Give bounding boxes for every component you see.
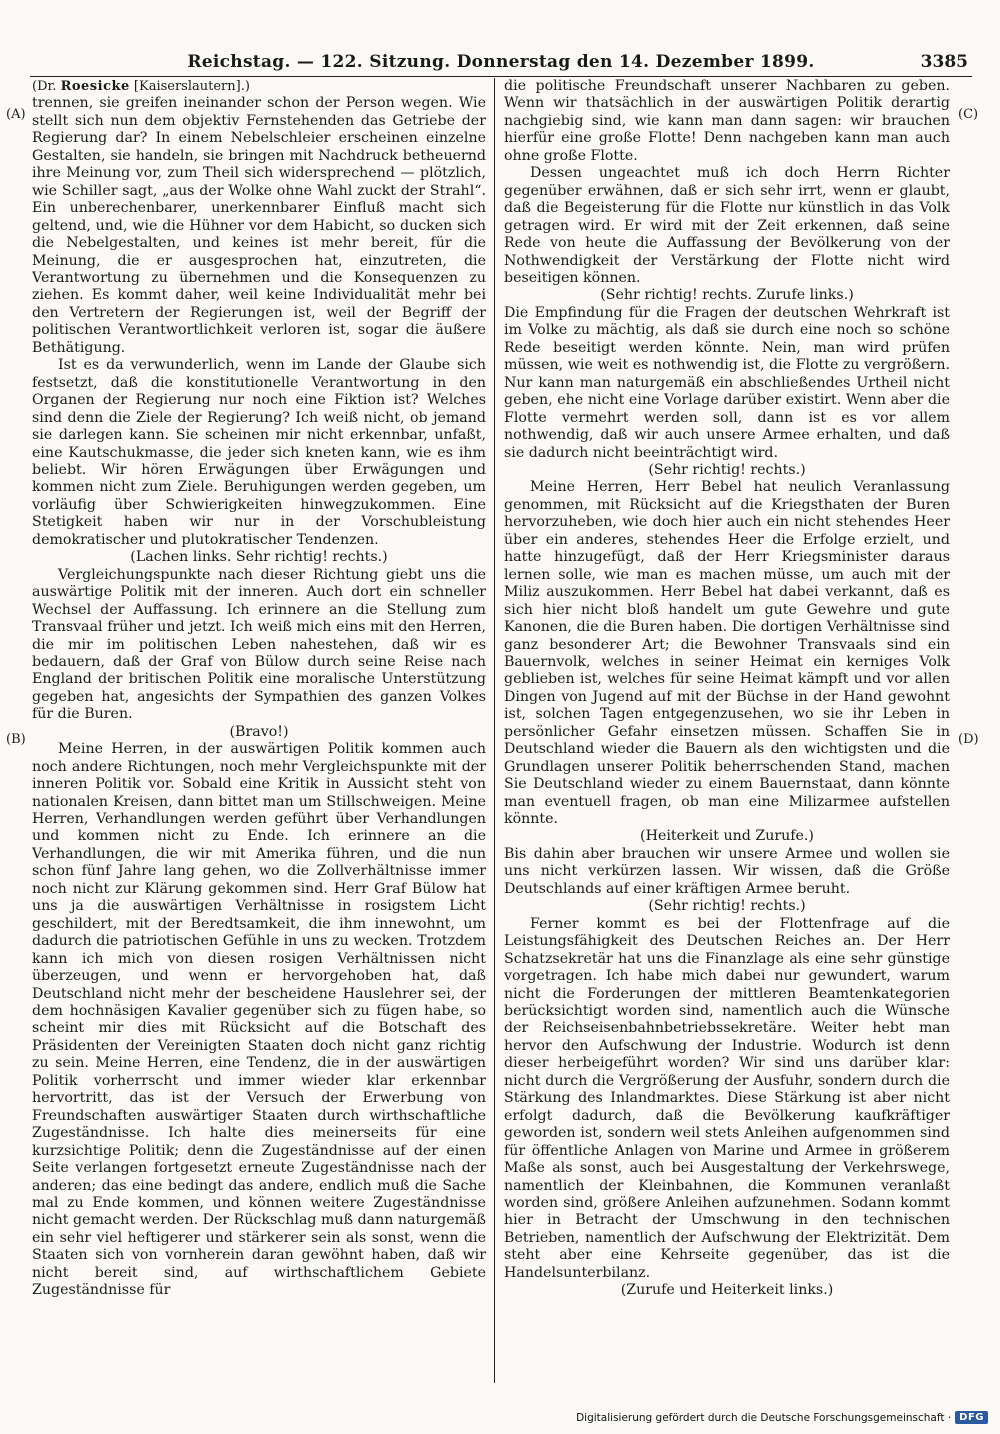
- column-divider: [494, 78, 495, 1383]
- interjection: (Zurufe und Heiterkeit links.): [620, 1282, 834, 1299]
- running-header: [30, 50, 972, 77]
- credit-text: Digitalisierung gefördert durch die Deutsche Forschungsgemeinschaft ·: [576, 1411, 952, 1424]
- paragraph: Bis dahin aber brauchen wir unsere Armee und wollen sie uns nicht verkürzen lassen. Wir wissen, daß die Größe Deutschlands auf einer kräftigen Armee beruht.: [504, 845, 950, 897]
- margin-marker-c: (C): [958, 107, 979, 122]
- interjection: (Heiterkeit und Zurufe.): [640, 828, 814, 845]
- header-title: Reichstag. — 122. Sitzung. Donnerstag den 14. Dezember 1899.: [187, 52, 815, 72]
- paragraph: Dessen ungeachtet muß ich doch Herrn Richter gegenüber erwähnen, daß er sich sehr irrt, wenn er glaubt, daß die Begeisterung für die Flotte nur künstlich in das Volk getragen wird. Er wird mit der Zeit erkennen, daß seine Rede von heute die Auffassung der Bevölkerung von der Nothwendigkeit der Verstärkung der Flotte nicht wird beseitigen können.: [504, 165, 950, 286]
- speaker-name: Roesicke: [60, 79, 130, 94]
- paragraph: Vergleichungspunkte nach dieser Richtung giebt uns die auswärtige Politik mit der inneren. Auch dort ein schneller Wechsel der Auffassung. Ich erinnere an die Stellung zum Transvaal früher und jetzt. Ich weiß mich eins mit den Herren, die mir im politischen Leben nahestehen, daß wir es bedauern, daß der Graf von Bülow durch seine Reise nach England der britischen Politik eine moralische Unterstützung gegeben hat, angesichts der Sympathien des ganzen Volkes für die Buren.: [32, 566, 486, 723]
- interjection: (Sehr richtig! rechts. Zurufe links.): [600, 287, 854, 304]
- speaker-suffix: [Kaiserslautern].): [133, 79, 250, 94]
- paragraph: Ferner kommt es bei der Flottenfrage auf die Leistungsfähigkeit des Deutschen Reiches an. Der Herr Schatzsekretär hat uns die Finanzlage als eine sehr günstige vorgetragen. Ich habe mich dabei nur gewundert, warum nicht die Forderungen der mittleren Beamtenkategorien berücksichtigt worden sind, namentlich auch die Wünsche der Reichseisenbahnbetriebssekretäre. Weiter hebt man hervor den Aufschwung der Industrie. Wodurch ist denn dieser herbeigeführt worden? Wir sind uns darüber klar: nicht durch die Vergrößerung der Ausfuhr, sondern durch die Stärkung des Inlandmarktes. Diese Stärkung ist aber nicht erfolgt dadurch, daß die Bevölkerung kaufkräftiger geworden ist, sondern weil stets Anleihen aufgenommen sind für öffentliche Anlagen von Marine und Armee in größerem Maße als sonst, auch bei Ausgestaltung der Verkehrswege, namentlich der Kleinbahnen, die Kommunen veranlaßt worden sind, größere Anleihen aufzunehmen. Sodann kommt hier in Betracht der Umschwung in den technischen Betrieben, namentlich der Aufschwung der Elektrizität. Dem steht aber eine Kehrseite gegenüber, das ist die Handelsunterbilanz.: [504, 915, 950, 1281]
- speaker-line: [32, 78, 486, 95]
- dfg-logo-icon: DFG: [955, 1411, 988, 1424]
- paragraph: Meine Herren, in der auswärtigen Politik kommen auch noch andere Richtungen, noch mehr Vergleichspunkte mit der inneren Politik vor. Sobald eine Kritik in Aussicht steht von nationalen Kreisen, dann bittet man um Stillschweigen. Meine Herren, Verhandlungen werden geführt über Verhandlungen und kommen nicht zu Ende. Ich erinnere an die Verhandlungen, die wir mit Amerika führen, und die nun schon fünf Jahre lang gehen, wo die Zollverhältnisse immer noch nicht zur Klärung gekommen sind. Herr Graf Bülow hat uns ja die auswärtigen Verhältnisse in rosigstem Licht geschildert, mit der Beredtsamkeit, die ihm innewohnt, um dadurch die patriotischen Gefühle in uns zu wecken. Trotzdem kann ich mich von diesen rosigen Verhältnissen nicht überzeugen, und wenn er hervorgehoben hat, daß Deutschland nicht mehr der bescheidene Hauslehrer sei, der dem hochnäsigen Kavalier gegenüber sich zu fügen habe, so scheint mir dies mit Rücksicht auf die Botschaft des Präsidenten der Vereinigten Staaten doch nicht ganz richtig zu sein. Meine Herren, eine Tendenz, die in der auswärtigen Politik vorherrscht und immer wieder klar erkennbar hervortritt, das ist der Versuch der Erwerbung von Freundschaften auswärtiger Staaten durch wirthschaftliche Zugeständnisse. Ich halte dies meinerseits für eine kurzsichtige Politik; denn die Zugeständnisse auf der einen Seite verlangen fortgesetzt erneute Zugeständnisse nach der anderen; das eine bedingt das andere, endlich muß die Sache mal zu Ende kommen, und können weitere Zugeständnisse nicht gemacht werden. Der Rückschlag muß dann naturgemäß ein sehr viel heftigerer und stärkerer sein als sonst, wenn die Staaten sich von vornherein daran gewöhnt haben, daß wir nicht bereit sind, auf wirthschaftlichem Gebiete Zugeständnisse für: [32, 741, 486, 1299]
- margin-marker-d: (D): [958, 732, 979, 747]
- interjection: (Sehr richtig! rechts.): [648, 898, 806, 915]
- margin-marker-a: (A): [6, 107, 26, 122]
- paragraph: Die Empfindung für die Fragen der deutschen Wehrkraft ist im Volke zu mächtig, als daß sie durch eine noch so schöne Rede beseitigt werden könnte. Nein, man wird prüfen müssen, wie weit es nothwendig ist, die Flotte zu vergrößern. Nur kann man naturgemäß ein abschließendes Urtheil nicht geben, ehe nicht eine Vorlage darüber existirt. Wenn aber die Flotte vermehrt werden soll, dann ist es vor allem nothwendig, daß wir auch unsere Armee erhalten, und daß sie dadurch nicht beeinträchtigt wird.: [504, 304, 950, 461]
- paragraph: trennen, sie greifen ineinander schon der Person wegen. Wie stellt sich nun dem objektiv Fernstehenden das Getriebe der Regierung dar? In einem Nebelschleier erscheinen einzelne Gestalten, sie handeln, sie bringen mit Nachdruck betheuernd ihre Meinung vor, zum Theil sich widersprechend — plötzlich, wie Schiller sagt, „aus der Wolke ohne Wahl zuckt der Strahl“. Ein unberechenbarer, unerkennbarer Einfluß macht sich geltend, und, wie die Hühner vor dem Habicht, so ducken sich die Nebelgestalten, und keines ist mehr bereit, für die Meinung, die er ausgesprochen hat, einzutreten, die Verantwortung zu übernehmen und die Konsequenzen zu ziehen. Es kommt daher, weil keine Individualität mehr bei den Vertretern der Regierungen ist, weil der Begriff der politischen Verantwortlichkeit verloren ist, sogar die äußere Bethätigung.: [32, 95, 486, 356]
- interjection: (Lachen links. Sehr richtig! rechts.): [130, 549, 388, 566]
- digitization-credit: [576, 1411, 988, 1424]
- interjection: (Sehr richtig! rechts.): [648, 461, 806, 478]
- paragraph: die politische Freundschaft unserer Nachbaren zu geben. Wenn wir thatsächlich in der auswärtigen Politik derartig nachgiebig sind, wie kann man dann sagen: wir brauchen hierfür eine große Flotte! Denn nachgeben kann man auch ohne große Flotte.: [504, 78, 950, 164]
- left-column: [32, 78, 486, 1378]
- page-number: 3385: [920, 52, 968, 72]
- right-column: [504, 78, 950, 1378]
- interjection: (Bravo!): [229, 723, 289, 740]
- speaker-prefix: (Dr.: [32, 79, 57, 94]
- paragraph: Meine Herren, Herr Bebel hat neulich Veranlassung genommen, mit Rücksicht auf die Kriegsthaten der Buren hervorzuheben, wie doch hier auch ein nicht stehendes Heer über ein anderes, stehendes Heer die Erfolge erzielt, und hatte hinzugefügt, daß der Herr Kriegsminister daraus lernen solle, wie man es machen müsse, um auch mit der Miliz auszukommen. Herr Bebel hat dabei verkannt, daß es sich hier nicht bloß handelt um gute Gewehre und gute Kanonen, die die Buren haben. Die dortigen Verhältnisse sind ganz besonderer Art; die Bewohner Transvaals sind ein Bauernvolk, welches in seiner Heimat ein kerniges Volk geblieben ist, welches für seine Heimat kämpft und vor allen Dingen von Jugend auf mit der Büchse in der Hand gewohnt ist, solchen Tagen entgegenzusehen, wo sie ihr Leben in persönlicher Gefahr einsetzen müssen. Schaffen Sie in Deutschland wieder die Bauern als den wichtigsten und die Grundlagen unserer Politik beherrschenden Stand, machen Sie Deutschland wieder zu einem Bauernstaat, dann könnte man eventuell fragen, ob man eine Milizarmee aufstellen könnte.: [504, 479, 950, 828]
- paragraph: Ist es da verwunderlich, wenn im Lande der Glaube sich festsetzt, daß die konstitutionelle Verantwortung in den Organen der Regierung nur noch eine Fiktion ist? Welches sind denn die Ziele der Regierung? Ich weiß nicht, ob jemand sie darlegen kann. Sie scheinen mir nicht erkennbar, unfaßt, eine Kautschukmasse, die jeder sich kneten kann, wie es ihm beliebt. Wir hören Erwägungen über Erwägungen und kommen nicht zum Ziele. Beruhigungen werden gegeben, um vorläufig über Schwierigkeiten hinwegzukommen. Eine Stetigkeit haben wir nur in der Vorschubleistung demokratischer und plutokratischer Tendenzen.: [32, 357, 486, 548]
- margin-marker-b: (B): [6, 732, 26, 747]
